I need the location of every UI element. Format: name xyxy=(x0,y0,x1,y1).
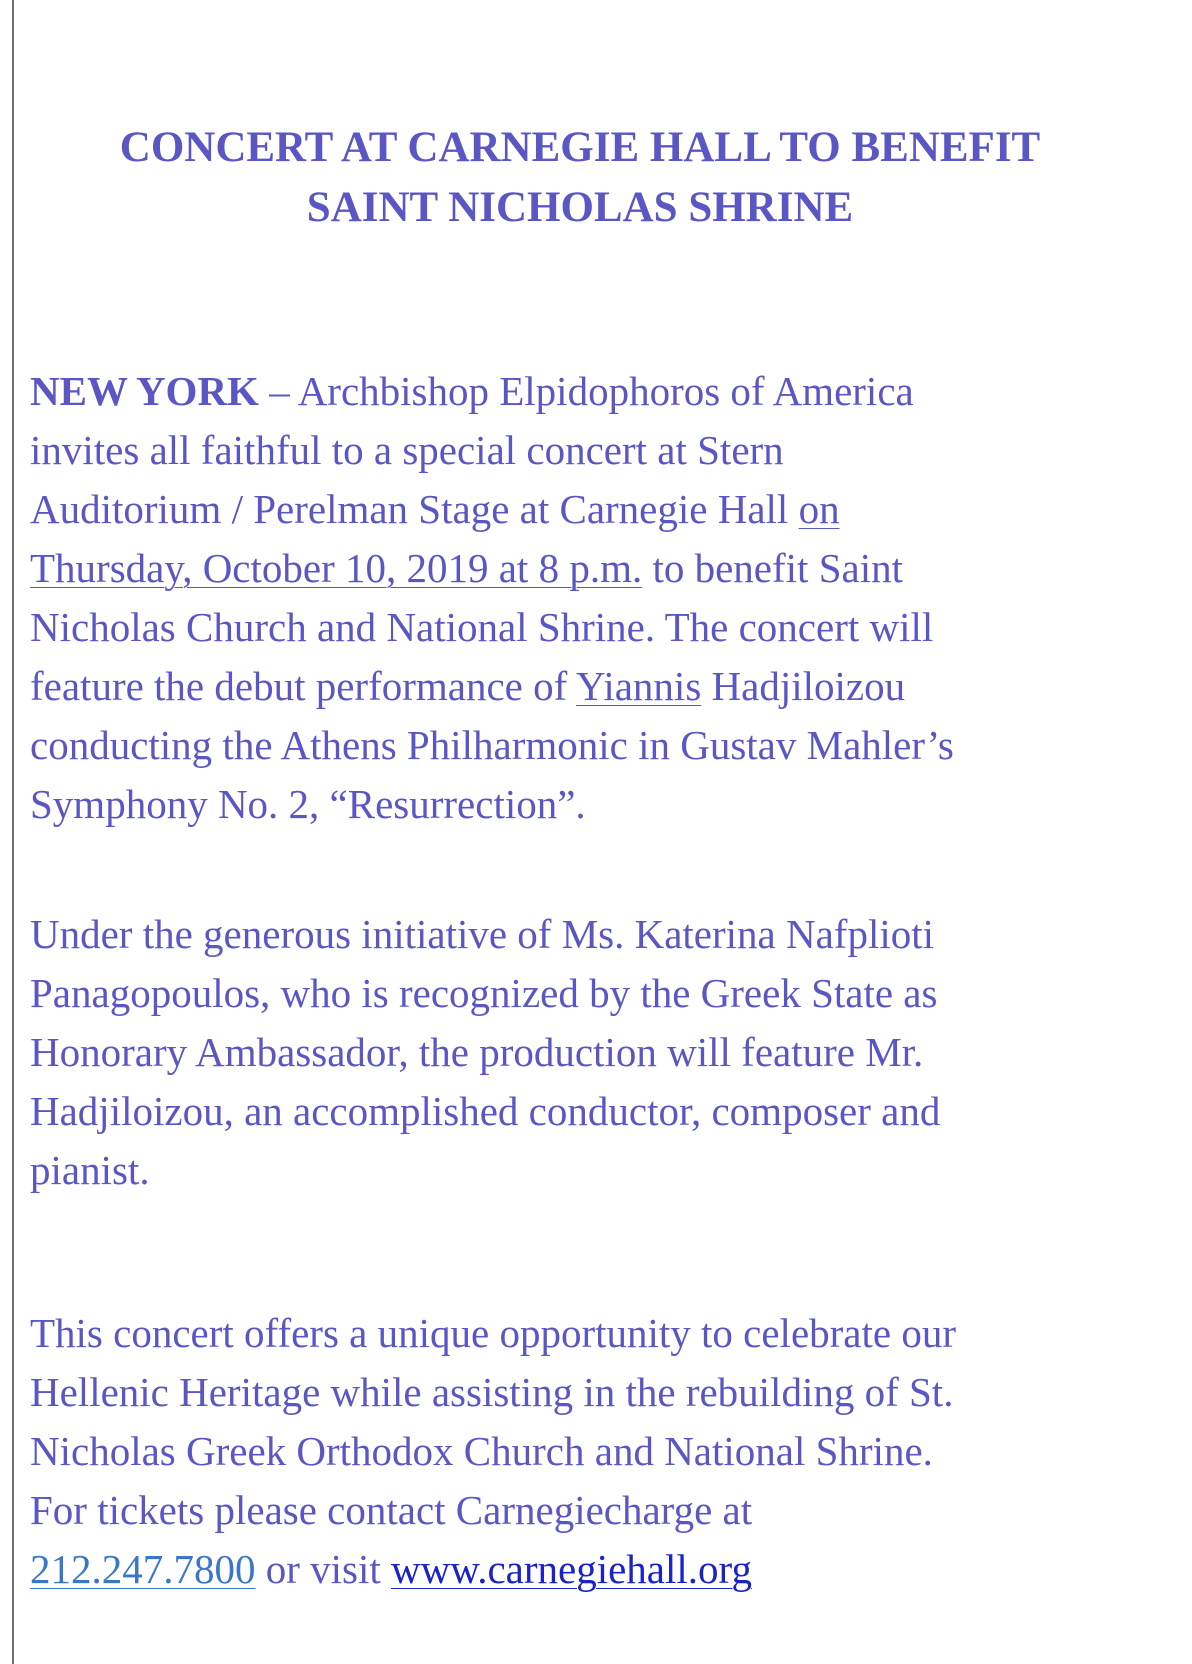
headline xyxy=(30,118,1130,238)
para2-line-2: Panagopoulos, who is recognized by the Greek State as xyxy=(30,970,938,1016)
date-link[interactable]: Thursday, October 10, 2019 at 8 p.m. xyxy=(30,545,643,591)
para2-line-5: pianist. xyxy=(30,1147,150,1193)
para1-line-2: invites all faithful to a special concert at Stern xyxy=(30,427,784,473)
yiannis-link[interactable]: Yiannis xyxy=(576,663,702,709)
para2-line-3: Honorary Ambassador, the production will feature Mr. xyxy=(30,1029,924,1075)
para3-line-5 xyxy=(30,1540,1160,1599)
para1-line-6-text: feature the debut performance of xyxy=(30,663,576,709)
para1-line-7: conducting the Athens Philharmonic in Gustav Mahler’s xyxy=(30,722,954,768)
para2-line-4: Hadjiloizou, an accomplished conductor, composer and xyxy=(30,1088,941,1134)
left-border-rule xyxy=(12,0,14,1664)
website-link[interactable]: www.carnegiehall.org xyxy=(391,1546,752,1592)
para1-line-3 xyxy=(30,480,1160,539)
para1-line-3-text: Auditorium / Perelman Stage at Carnegie Hall xyxy=(30,486,799,532)
para3-line-3: Nicholas Greek Orthodox Church and National Shrine. xyxy=(30,1428,933,1474)
paragraph-initiative xyxy=(30,905,1160,1200)
paragraph-announcement xyxy=(30,362,1160,834)
para3-line-2: Hellenic Heritage while assisting in the rebuilding of St. xyxy=(30,1369,954,1415)
para1-line-1 xyxy=(30,362,1160,421)
phone-link[interactable]: 212.247.7800 xyxy=(30,1546,256,1592)
para3-line-1: This concert offers a unique opportunity to celebrate our xyxy=(30,1310,956,1356)
paragraph-tickets xyxy=(30,1304,1160,1599)
para1-line-4-text: to benefit Saint xyxy=(642,545,903,591)
para1-line-6 xyxy=(30,657,1160,716)
para1-line-4 xyxy=(30,539,1160,598)
para1-line-5: Nicholas Church and National Shrine. The concert will xyxy=(30,604,934,650)
para3-line-4: For tickets please contact Carnegiecharge at xyxy=(30,1487,753,1533)
headline-line-2: SAINT NICHOLAS SHRINE xyxy=(306,184,854,231)
para1-line-6-text-end: Hadjiloizou xyxy=(701,663,906,709)
dateline: NEW YORK xyxy=(30,368,259,414)
para2-line-1: Under the generous initiative of Ms. Katerina Nafplioti xyxy=(30,911,935,957)
para1-line-8: Symphony No. 2, “Resurrection”. xyxy=(30,781,586,827)
headline-line-1: CONCERT AT CARNEGIE HALL TO BENEFIT xyxy=(119,124,1041,171)
para3-line-5-text: or visit xyxy=(255,1546,392,1592)
para1-line-1-text: – Archbishop Elpidophoros of America xyxy=(258,368,914,414)
date-link-start[interactable]: on xyxy=(798,486,840,532)
